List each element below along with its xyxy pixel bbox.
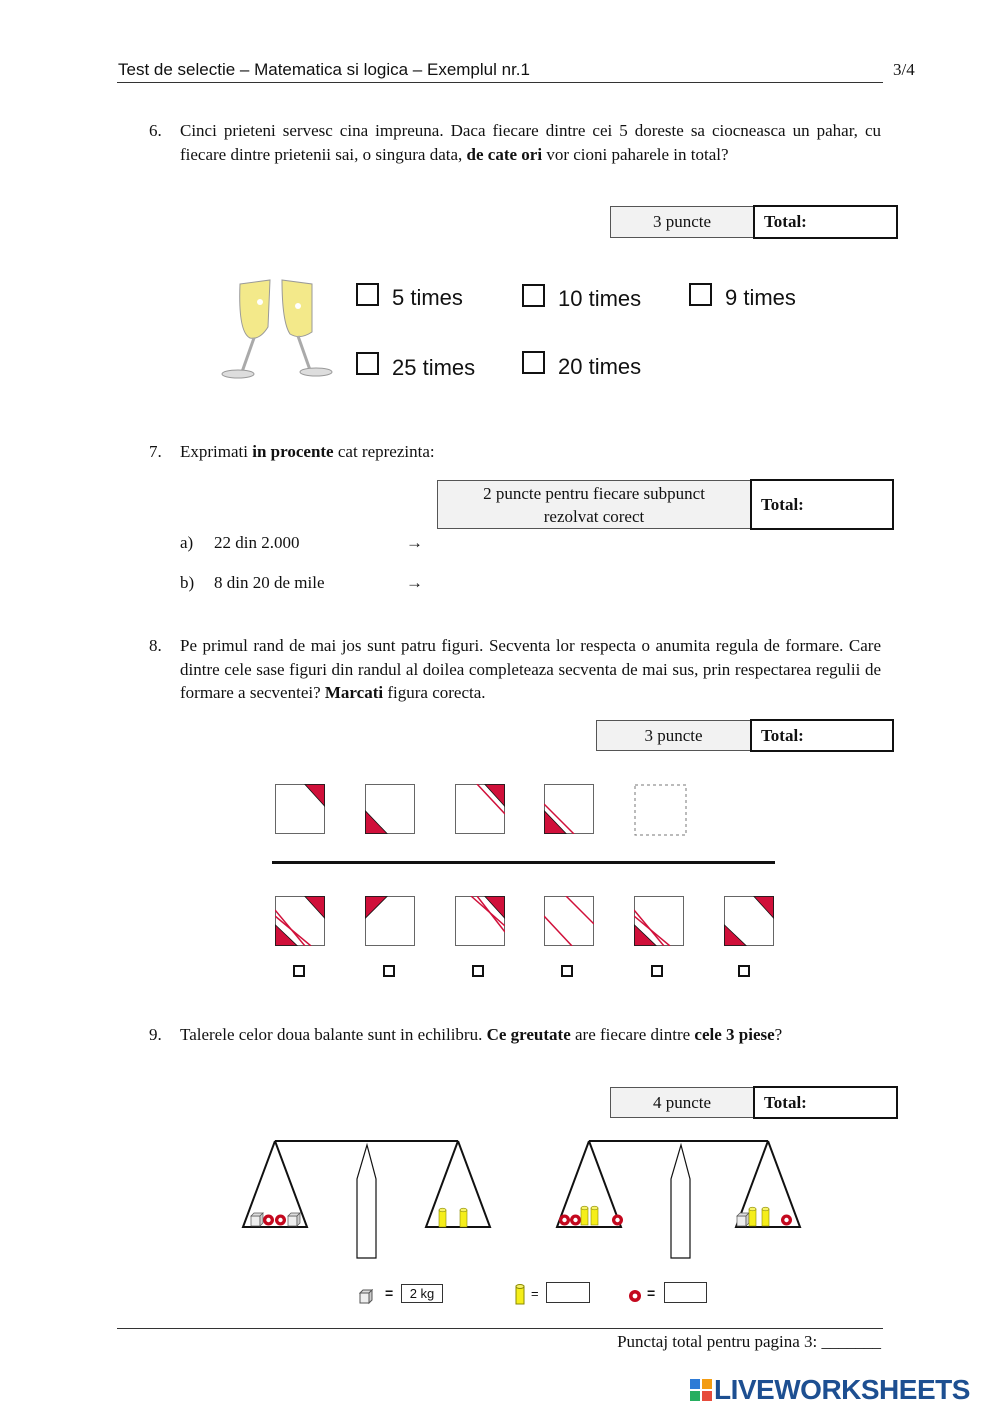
q7a-text: 22 din 2.000 — [214, 533, 300, 552]
q9-number: 9. — [149, 1025, 162, 1044]
option-checkbox[interactable] — [522, 284, 545, 307]
option-label: 5 times — [392, 285, 463, 310]
option-label: 25 times — [392, 355, 476, 380]
answer-figure-2 — [365, 896, 415, 946]
option-checkbox[interactable] — [356, 352, 379, 375]
answer-figure-3 — [455, 896, 505, 946]
sequence-figure-4 — [544, 784, 594, 834]
page-score: Punctaj total pentru pagina 3: _______ — [617, 1332, 881, 1351]
equals-sign: = — [385, 1285, 394, 1301]
liveworksheets-logo — [690, 1374, 970, 1406]
cylinder-weight-field[interactable] — [546, 1282, 590, 1303]
logo-text: LIVEWORKSHEETS — [714, 1374, 970, 1405]
sequence-figure-2 — [365, 784, 415, 834]
figure-checkbox-5[interactable] — [651, 965, 663, 977]
sequence-figure-1 — [275, 784, 325, 834]
logo-icon — [690, 1377, 714, 1403]
q6-text: Cinci prieteni servesc cina impreuna. Daca fiecare dintre cei 5 doreste sa ciocneasca un pahar, cu fiecare dintre prietenii sai, o singura data, de cate ori vor cioni paharele in total? — [180, 121, 881, 164]
q7-total-field[interactable]: Total: — [750, 479, 894, 530]
q7-points: 2 puncte pentru fiecare subpunct rezolvat corect — [437, 480, 751, 529]
balance-scales — [230, 1130, 810, 1260]
option-checkbox[interactable] — [522, 351, 545, 374]
equals-sign: = — [531, 1286, 539, 1301]
figure-checkbox-2[interactable] — [383, 965, 395, 977]
cube-weight-field[interactable]: 2 kg — [401, 1284, 443, 1303]
q8-number: 8. — [149, 636, 162, 655]
q7b-text: 8 din 20 de mile — [214, 573, 325, 592]
ring-icon — [628, 1289, 642, 1303]
arrow-icon: → — [406, 573, 423, 592]
header-title: Test de selectie – Matematica si logica – Exemplul nr.1 — [118, 60, 530, 79]
q9-points: 4 puncte — [610, 1087, 754, 1118]
option-label: 9 times — [725, 285, 796, 310]
ring-weight-field[interactable] — [664, 1282, 707, 1303]
cylinder-icon — [515, 1284, 525, 1306]
option-checkbox[interactable] — [356, 283, 379, 306]
q7-text: Exprimati in procente cat reprezinta: — [180, 442, 435, 461]
option-label: 20 times — [558, 354, 642, 379]
answer-figure-5 — [634, 896, 684, 946]
q9-text: Talerele celor doua balante sunt in echilibru. Ce greutate are fiecare dintre cele 3 piese? — [180, 1025, 783, 1044]
champagne-glasses-icon — [220, 272, 338, 382]
equals-sign: = — [647, 1285, 656, 1301]
figure-checkbox-3[interactable] — [472, 965, 484, 977]
answer-figure-6 — [724, 896, 774, 946]
figure-checkbox-4[interactable] — [561, 965, 573, 977]
separator-line — [272, 861, 775, 864]
q8-text: Pe primul rand de mai jos sunt patru figuri. Secventa lor respecta o anumita regula de formare. Care dintre cele sase figuri din randul al doilea completeaza secventa de mai sus, prin respectarea regulii de formare a secventei? Marcati figura corecta. — [180, 636, 881, 702]
q8-points: 3 puncte — [596, 720, 751, 751]
sequence-figure-3 — [455, 784, 505, 834]
answer-figure-1 — [275, 896, 325, 946]
q7a-label: a) — [180, 533, 194, 552]
q6-points: 3 puncte — [610, 206, 754, 238]
missing-figure-placeholder — [634, 784, 687, 836]
answer-figure-4 — [544, 896, 594, 946]
header-rule — [117, 82, 883, 83]
q7b-label: b) — [180, 573, 195, 592]
option-label: 10 times — [558, 286, 642, 311]
q6-number: 6. — [149, 121, 162, 140]
cube-icon — [359, 1289, 373, 1305]
footer-rule — [117, 1328, 883, 1329]
q7-number: 7. — [149, 442, 162, 461]
arrow-icon: → — [406, 533, 423, 552]
q9-total-field[interactable]: Total: — [753, 1086, 898, 1119]
page-number: 3/4 — [893, 60, 915, 79]
q8-total-field[interactable]: Total: — [750, 719, 894, 752]
option-checkbox[interactable] — [689, 283, 712, 306]
figure-checkbox-6[interactable] — [738, 965, 750, 977]
q6-total-field[interactable]: Total: — [753, 205, 898, 239]
figure-checkbox-1[interactable] — [293, 965, 305, 977]
